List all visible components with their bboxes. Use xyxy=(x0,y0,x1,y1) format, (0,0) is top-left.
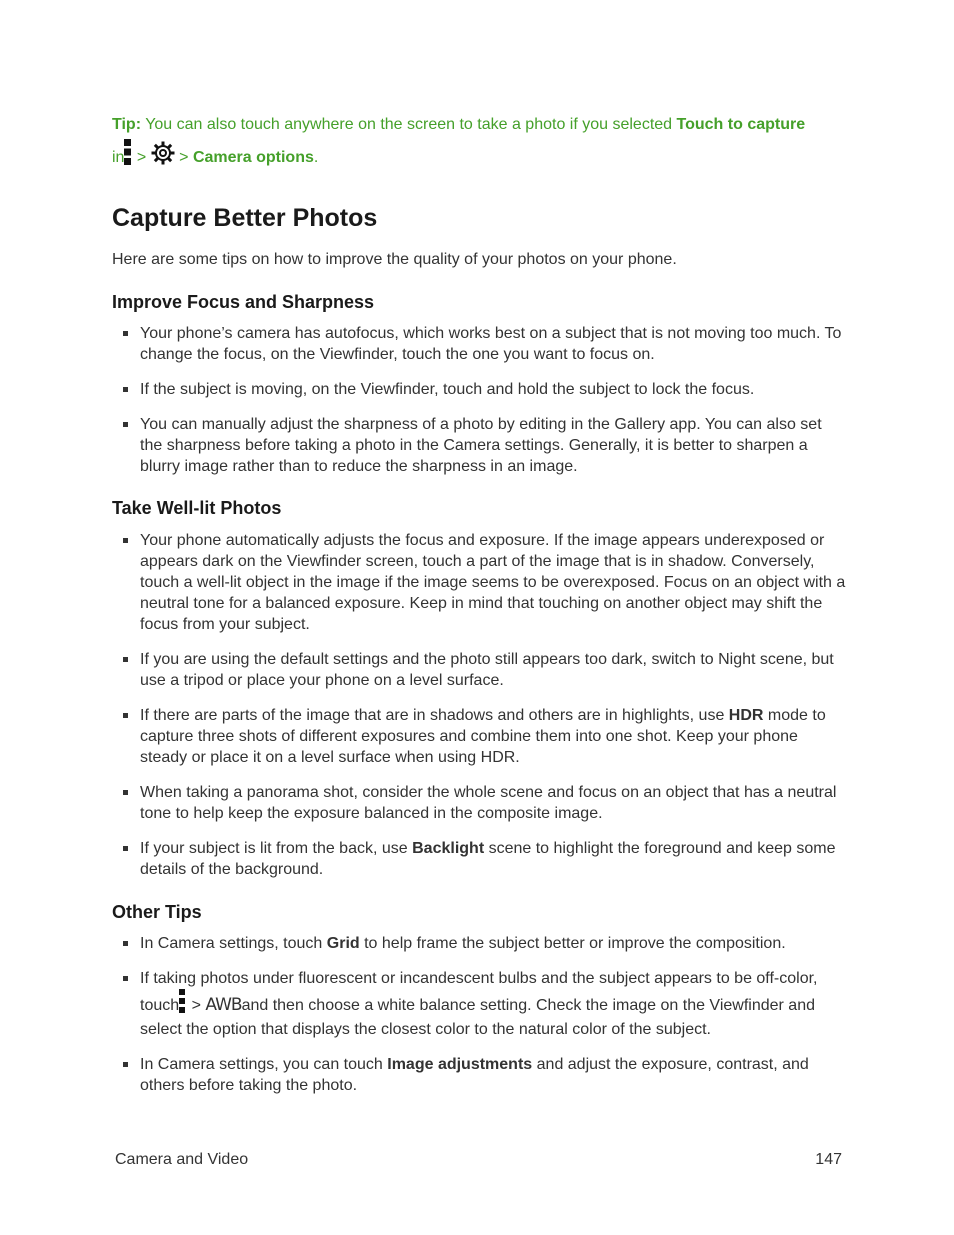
page-title: Capture Better Photos xyxy=(112,204,378,232)
bullet-icon xyxy=(123,422,128,427)
awb-icon: AWB xyxy=(205,995,242,1015)
bullet-icon xyxy=(123,941,128,946)
tip-text: You can also touch anywhere on the screen to take a photo if you selected xyxy=(145,116,673,133)
list-item: In Camera settings, touch Grid to help frame the subject better or improve the composition. xyxy=(112,933,847,954)
focus-list xyxy=(112,323,847,491)
list-item: If your subject is lit from the back, use Backlight scene to highlight the foreground and keep some details of the background. xyxy=(112,838,847,880)
image-adjustments-label: Image adjustments xyxy=(387,1056,533,1073)
list-item: Your phone’s camera has autofocus, which works best on a subject that is not moving too much. To change the focus, on the Viewfinder, touch the one you want to focus on. xyxy=(112,323,847,365)
bullet-icon xyxy=(123,657,128,662)
welllit-list xyxy=(112,530,847,894)
bullet-icon xyxy=(123,387,128,392)
list-item: If there are parts of the image that are in shadows and others are in highlights, use HDR mode to capture three shots of different exposures and combine them into one shot. Keep your phone steady or place it on a level surface when using HDR. xyxy=(112,705,847,768)
menu-dots-icon xyxy=(179,989,187,1019)
camera-options-label: Camera options xyxy=(192,149,314,166)
gear-icon xyxy=(151,141,175,175)
focus-heading: Improve Focus and Sharpness xyxy=(112,292,375,312)
other-list xyxy=(112,933,847,1110)
bullet-icon xyxy=(123,976,128,981)
welllit-heading: Take Well-lit Photos xyxy=(112,498,282,518)
other-heading: Other Tips xyxy=(112,902,202,922)
footer-section: Camera and Video xyxy=(115,1151,249,1168)
tip-gt-2: > xyxy=(179,149,189,166)
grid-label: Grid xyxy=(326,935,360,952)
bullet-icon xyxy=(123,538,128,543)
list-item: In Camera settings, you can touch Image adjustments and adjust the exposure, contrast, and others before taking the photo. xyxy=(112,1054,847,1096)
hdr-label: HDR xyxy=(728,707,764,724)
list-item: If taking photos under fluorescent or incandescent bulbs and the subject appears to be off-color, touch > AWBand then choose a white balance setting. Check the image on the Viewfinder and select the option that displays the closest color to the natural color of the subject. xyxy=(112,968,847,1040)
tip-gt-1: > xyxy=(136,149,147,166)
backlight-label: Backlight xyxy=(412,840,485,857)
tip-paragraph xyxy=(112,110,852,175)
menu-dots-icon xyxy=(124,139,132,175)
bullet-icon xyxy=(123,790,128,795)
list-item: If you are using the default settings and the photo still appears too dark, switch to Night scene, but use a tripod or place your phone on a level surface. xyxy=(112,649,847,691)
page-number: 147 xyxy=(815,1151,842,1168)
touch-to-capture-label: Touch to capture xyxy=(676,116,806,133)
bullet-icon xyxy=(123,846,128,851)
bullet-icon xyxy=(123,713,128,718)
list-item: You can manually adjust the sharpness of a photo by editing in the Gallery app. You can also set the sharpness before taking a photo in the Camera settings. Generally, it is better to sharpen a blurry image rather than to reduce the sharpness in an image. xyxy=(112,414,847,477)
tip-in: in xyxy=(112,149,125,166)
list-item: If the subject is moving, on the Viewfinder, touch and hold the subject to lock the focus. xyxy=(112,379,847,400)
bullet-icon xyxy=(123,1062,128,1067)
list-item: When taking a panorama shot, consider the whole scene and focus on an object that has a neutral tone to help keep the exposure balanced in the composite image. xyxy=(112,782,847,824)
bullet-icon xyxy=(123,331,128,336)
list-item: Your phone automatically adjusts the focus and exposure. If the image appears underexposed or appears dark on the Viewfinder screen, touch a part of the image that is in shadow. Conversely, touch a well-lit object in the image if the image seems to be overexposed. Focus on an object with a neutral tone for a balanced exposure. Keep in mind that touching on another object may shift the focus from your subject. xyxy=(112,530,847,635)
tip-period: . xyxy=(313,149,319,166)
tip-label: Tip: xyxy=(112,116,142,133)
intro-paragraph: Here are some tips on how to improve the quality of your photos on your phone. xyxy=(112,251,677,268)
